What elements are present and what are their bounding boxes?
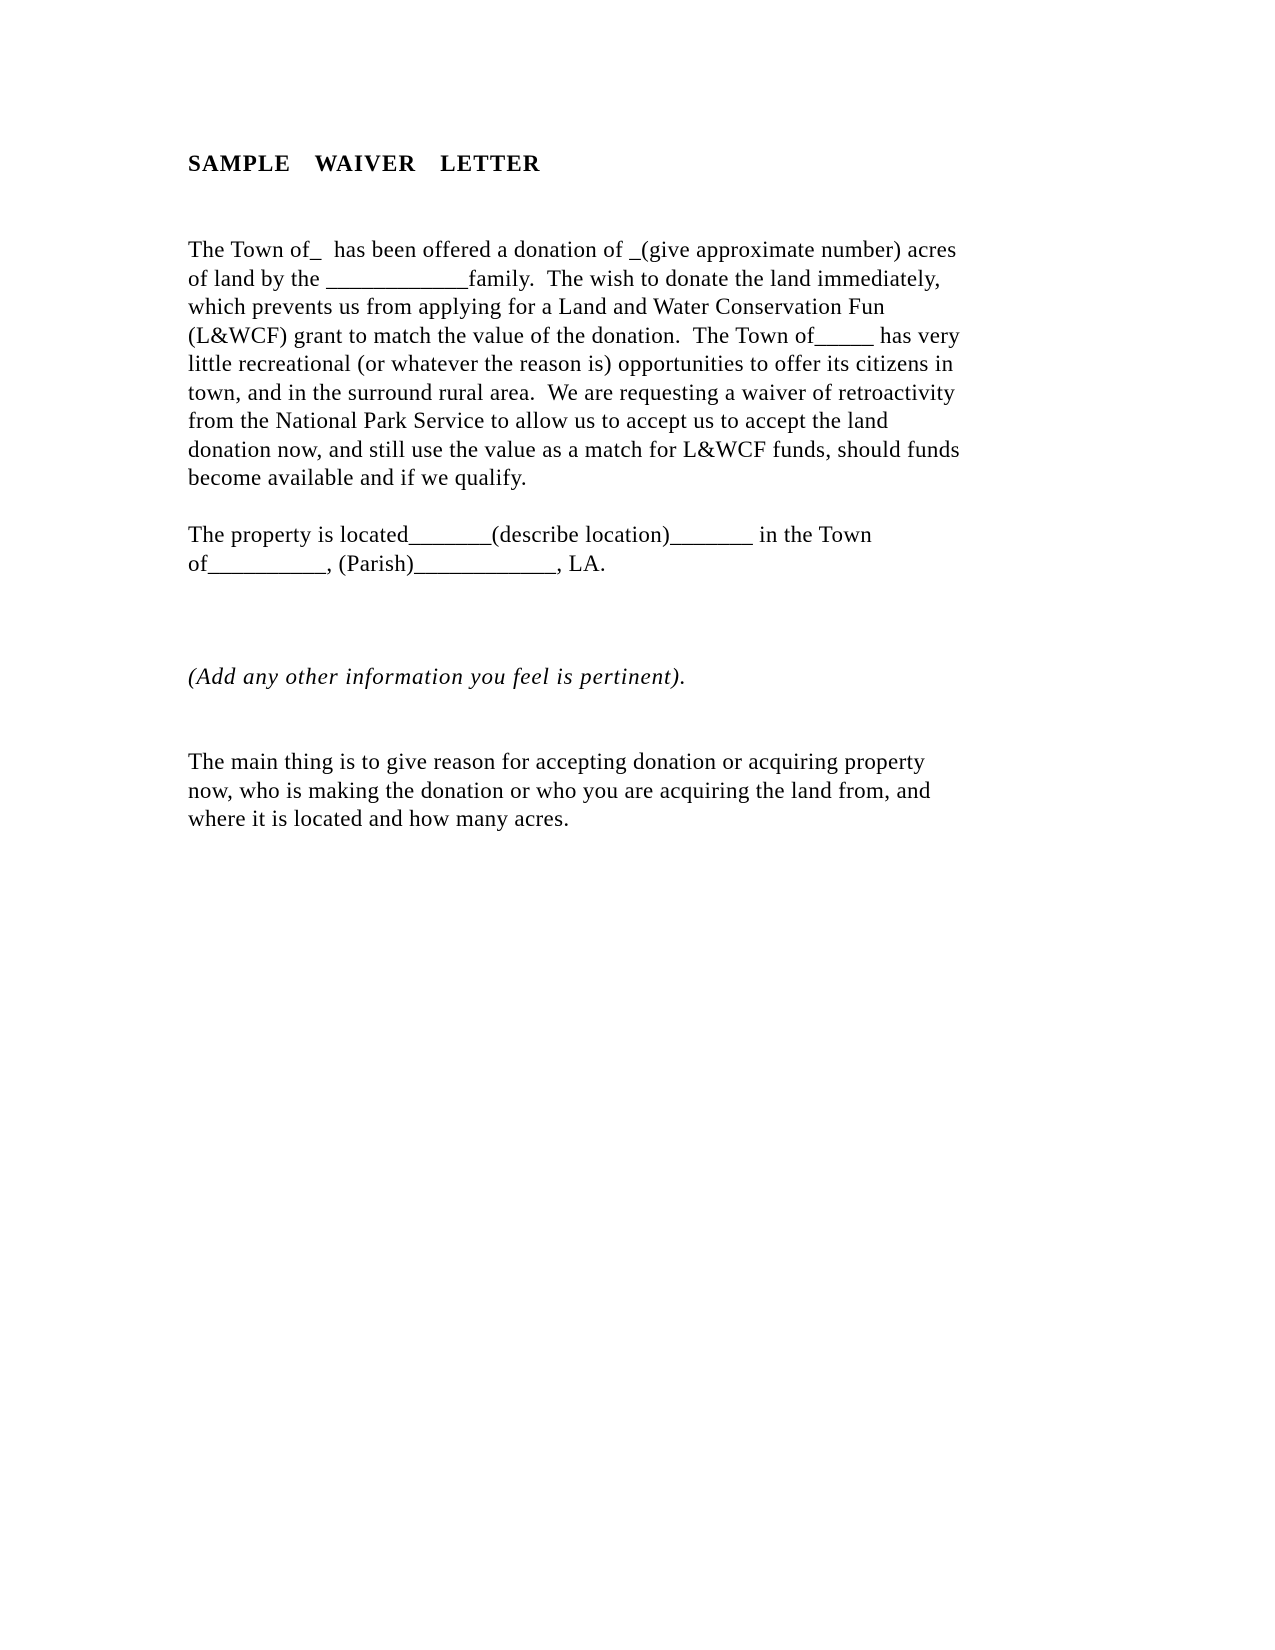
text-line: where it is located and how many acres.: [188, 806, 570, 831]
text-line: town, and in the surround rural area. We are requesting a waiver of retroactivity: [188, 379, 956, 405]
text-line: of land by the ____________family. The wish to donate the land immediately,: [188, 265, 941, 291]
text-line: little recreational (or whatever the reason is) opportunities to offer its citizens in: [188, 351, 954, 376]
text-line: donation now, and still use the value as a match for L&WCF funds, should funds: [188, 436, 960, 462]
text-line: (L&WCF) grant to match the value of the donation. The Town of_____ has very: [188, 322, 961, 348]
text-line: The main thing is to give reason for accepting donation or acquiring property: [188, 749, 926, 774]
text-line: become available and if we qualify.: [188, 465, 528, 490]
text-line: of__________, (Parish)____________, LA.: [188, 550, 607, 576]
paragraph-guidance: [188, 748, 931, 834]
text-line: now, who is making the donation or who you are acquiring the land from, and: [188, 777, 931, 803]
document-title: SAMPLE WAIVER LETTER: [188, 151, 541, 176]
paragraph-intro: [188, 236, 960, 493]
text-line: from the National Park Service to allow us to accept us to accept the land: [188, 408, 889, 433]
paragraph-location: [188, 521, 872, 578]
paragraph-additional-info: [188, 663, 687, 692]
text-line: The Town of_ has been offered a donation of _(give approximate number) acres: [188, 237, 957, 262]
text-line: The property is located_______(describe location)_______ in the Town: [188, 522, 873, 547]
text-line: (Add any other information you feel is pertinent).: [188, 664, 687, 689]
text-line: which prevents us from applying for a Land and Water Conservation Fun: [188, 294, 886, 319]
